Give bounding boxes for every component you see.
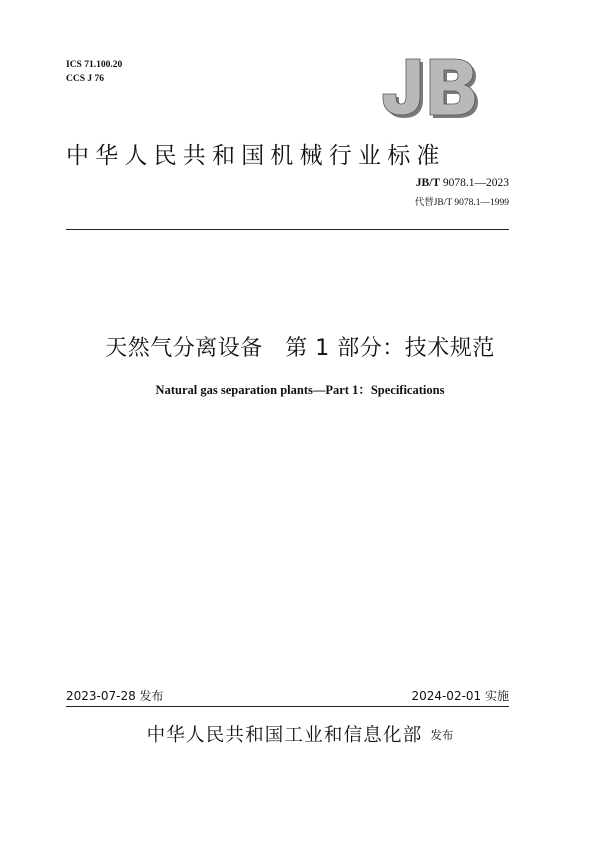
implementation-date: 2024-02-01 实施 — [411, 689, 509, 703]
standard-code-prefix: JB/T — [415, 177, 440, 189]
issuer-suffix: 发布 — [430, 728, 454, 742]
replaces-standard: 代替JB/T 9078.1—1999 — [414, 198, 509, 208]
document-title-cn: 天然气分离设备 第 1 部分：技术规范 — [105, 336, 495, 361]
standard-code-number: 9078.1—2023 — [440, 177, 509, 189]
bottom-divider — [66, 706, 509, 707]
ics-code: ICS 71.100.20 — [66, 60, 123, 70]
issuer-line — [0, 721, 600, 747]
standard-title: 中华人民共和国机械行业标准 — [66, 143, 446, 169]
issuer-name: 中华人民共和国工业和信息化部 — [146, 725, 423, 746]
document-title-en: Natural gas separation plants—Part 1：Specifications — [155, 383, 445, 397]
standard-code — [416, 177, 509, 189]
top-divider — [66, 229, 509, 230]
ccs-code: CCS J 76 — [66, 74, 105, 84]
release-date: 2023-07-28 发布 — [66, 689, 164, 703]
jb-logo — [382, 57, 482, 119]
